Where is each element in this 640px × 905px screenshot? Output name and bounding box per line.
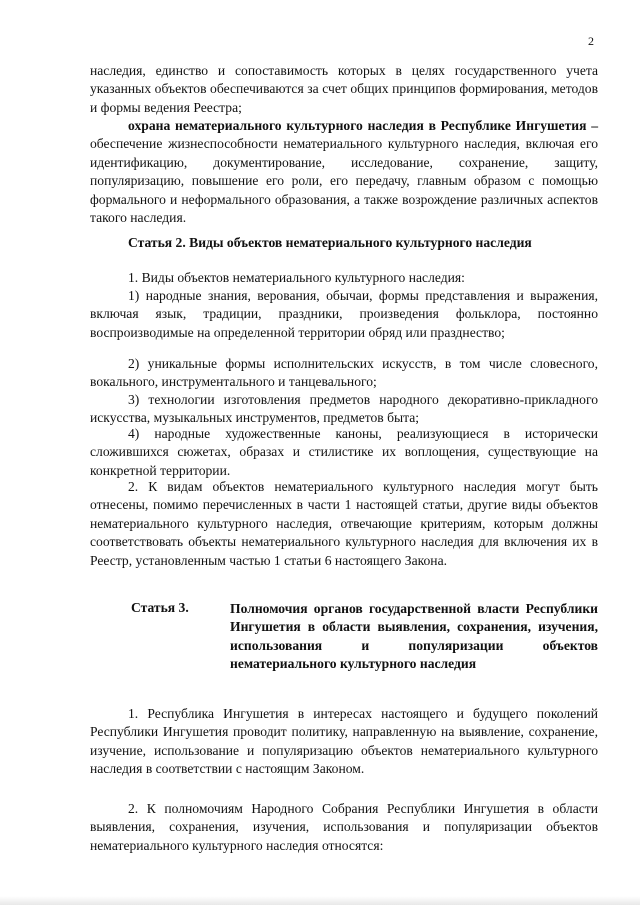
page-number: 2 [588,34,594,48]
definition-text: обеспечение жизнеспособности нематериального культурного наследия, включая его идентификацию, документирование, исследование, сохранение, защиту, популяризацию, повышение его роли, его передачу, главным образом с помощью формального и неформального образования, а также возрождение различных аспектов такого наследия. [90,136,598,226]
article-3-para: 2. К полномочиям Народного Собрания Республики Ингушетия в области выявления, сохранения, изучения, использования и популяризации объектов нематериального культурного наследия относятся: [90,801,598,853]
protection-definition [90,117,598,227]
article-3-label: Статья 3. [131,600,189,615]
article-2-para: 1) народные знания, верования, обычаи, формы представления и выражения, включая язык, традиции, праздники, произведения фольклора, постоянно воспроизводимые на определенной территории обряд или празднество; [90,288,598,340]
article-3-title: Полномочия органов государственной власти Республики Ингушетия в области выявления, сохранения, изучения, использования и популяризации объектов нематериального культурного наследия [230,601,598,672]
article-2-para: 1. Виды объектов нематериального культурного наследия: [128,270,465,285]
article-2-para: 2) уникальные формы исполнительских искусств, в том числе словесного, вокального, инструментального и танцевального; [90,356,598,390]
intro-paragraph: наследия, единство и сопоставимость которых в целях государственного учета указанных объектов обеспечиваются за счет общих принципов формирования, методов и формы ведения Реестра; [90,63,598,115]
article-2-para: 2. К видам объектов нематериального культурного наследия могут быть отнесены, помимо перечисленных в части 1 настоящей статьи, другие виды объектов нематериального культурного наследия, отвечающие критериям, которым должны соответствовать объекты нематериального культурного наследия для включения их в Реестр, установленным частью 1 статьи 6 настоящего Закона. [90,479,598,568]
scan-edge [0,896,640,905]
defined-term: охрана нематериального культурного наследия в Республике Ингушетия – [128,118,598,133]
article-3-para: 1. Республика Ингушетия в интересах настоящего и будущего поколений Республики Ингушетия проводит политику, направленную на выявление, сохранение, изучение, использование и популяризацию объектов нематериального культурного наследия в соответствии с настоящим Законом. [90,706,598,777]
article-2-para: 4) народные художественные каноны, реализующиеся в исторически сложившихся сюжетах, образах и стилистике их воплощения, существующие на конкретной территории. [90,426,598,478]
article-2-heading: Статья 2. Виды объектов нематериального культурного наследия [128,235,532,250]
article-2-para: 3) технологии изготовления предметов народного декоративно-прикладного искусства, музыкальных инструментов, предметов быта; [90,392,598,426]
